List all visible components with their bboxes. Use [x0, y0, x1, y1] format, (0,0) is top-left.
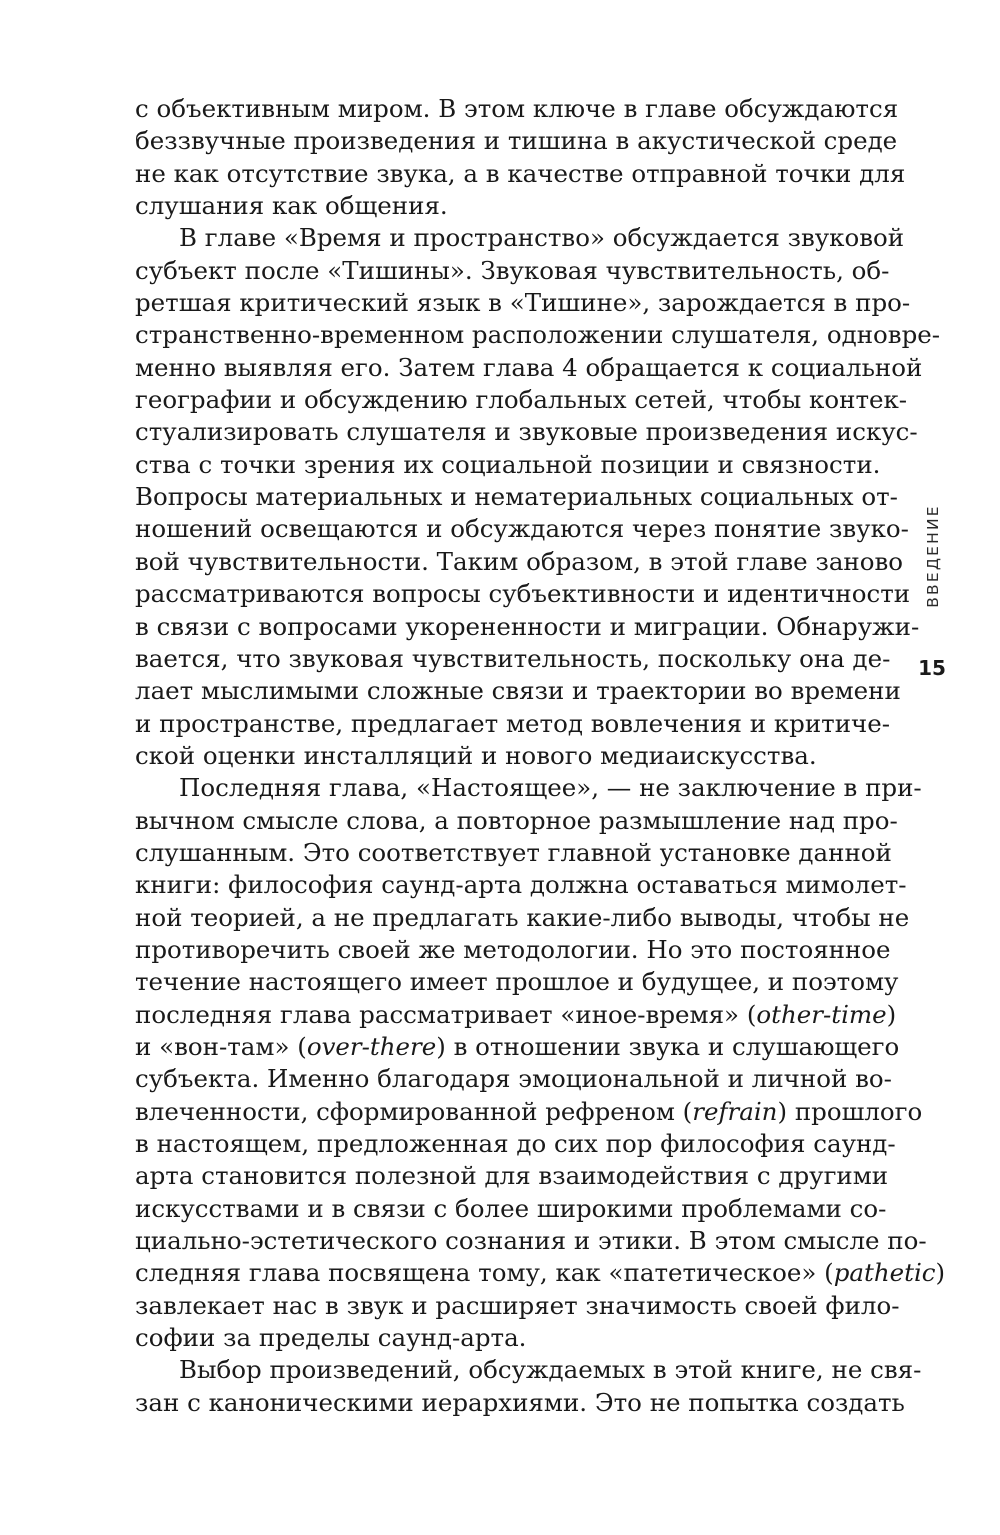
- text-line: [135, 384, 908, 416]
- text-line: [135, 93, 899, 125]
- text-line: [135, 643, 891, 675]
- text-segment: слушания как общения.: [135, 191, 448, 221]
- text-segment: в связи с вопросами укорененности и миграции. Обнаружи-: [135, 611, 920, 641]
- text-segment: ства с точки зрения их социальной позиции и связности.: [135, 449, 881, 479]
- running-head: [918, 494, 948, 618]
- text-segment: в настоящем, предложенная до сих пор философия саунд-: [135, 1129, 896, 1158]
- text-line: [135, 222, 905, 254]
- text-line: [135, 287, 911, 319]
- text-line: [135, 1096, 923, 1128]
- text-segment: менно выявляя его. Затем глава 4 обращается к социальной: [135, 352, 923, 382]
- text-line: [135, 675, 901, 707]
- text-line: [135, 1193, 887, 1225]
- text-line: [135, 546, 904, 578]
- text-segment: искусствами и в связи с более широкими проблемами со-: [135, 1193, 887, 1223]
- text-segment: противоречить своей же методологии. Но это постоянное: [135, 934, 891, 964]
- text-segment: ной теорией, а не предлагать какие-либо выводы, чтобы не: [135, 902, 910, 932]
- text-line: [135, 805, 898, 837]
- text-segment: ретшая критический язык в «Тишине», зарождается в про-: [135, 288, 911, 318]
- text-line: [135, 513, 909, 545]
- text-line: [135, 1257, 946, 1289]
- text-segment: и пространстве, предлагает метод вовлечения и критиче-: [135, 708, 891, 738]
- text-segment: В главе «Время и пространство» обсуждается звуковой: [179, 223, 905, 253]
- text-segment: Вопросы материальных и нематериальных социальных от-: [135, 482, 898, 512]
- text-segment: вается, что звуковая чувствительность, поскольку она де-: [135, 643, 891, 673]
- text-segment: лает мыслимыми сложные связи и траектории во времени: [135, 676, 901, 706]
- text-segment: софии за пределы саунд-арта.: [135, 1323, 527, 1353]
- text-line: [135, 158, 906, 190]
- text-line: [135, 1322, 860, 1354]
- text-segment: следняя глава посвящена тому, как «патетическое» (: [135, 1258, 834, 1288]
- text-segment: ской оценки инсталляций и нового медиаискусства.: [135, 740, 817, 770]
- text-segment: субъект после «Тишины». Звуковая чувствительность, об-: [135, 255, 890, 285]
- text-segment: ношений освещаются и обсуждаются через понятие звуко-: [135, 514, 909, 544]
- text-line: [135, 837, 892, 869]
- text-segment: Выбор произведений, обсуждаемых в этой книге, не свя-: [179, 1355, 922, 1385]
- text-line: [135, 611, 920, 643]
- text-line: [135, 449, 881, 481]
- text-segment: географии и обсуждению глобальных сетей, чтобы контек-: [135, 385, 908, 415]
- italic-term: refrain: [692, 1096, 778, 1126]
- text-line: [135, 578, 911, 610]
- text-segment: зан с каноническими иерархиями. Это не попытка создать: [135, 1387, 905, 1417]
- text-segment: странственно-временном расположении слушателя, одновре-: [135, 320, 941, 350]
- text-segment: ) прошлого: [777, 1096, 923, 1126]
- text-line: [135, 352, 923, 384]
- text-segment: и «вон-там» (: [135, 1031, 307, 1061]
- text-line: [135, 319, 941, 351]
- text-segment: беззвучные произведения и тишина в акустической среде: [135, 126, 898, 156]
- text-segment: рассматриваются вопросы субъективности и идентичности: [135, 579, 911, 609]
- running-head-label: ВВЕДЕНИЕ: [924, 504, 942, 608]
- italic-term: other-time: [756, 999, 887, 1029]
- text-line: [135, 1063, 892, 1095]
- text-segment: ): [886, 999, 897, 1029]
- text-line: [135, 1225, 927, 1257]
- text-segment: вычном смысле слова, а повторное размышление над про-: [135, 805, 898, 835]
- text-line: [135, 1387, 905, 1419]
- text-segment: ) в отношении звука и слушающего: [436, 1031, 900, 1061]
- text-segment: ): [935, 1258, 946, 1288]
- text-line: [135, 772, 922, 804]
- text-line: [135, 1160, 889, 1192]
- text-segment: книги: философия саунд-арта должна оставаться мимолет-: [135, 870, 907, 900]
- text-line: [135, 416, 918, 448]
- text-line: [135, 902, 910, 934]
- text-segment: последняя глава рассматривает «иное-время» (: [135, 999, 757, 1029]
- text-line: [135, 190, 860, 222]
- text-segment: не как отсутствие звука, а в качестве отправной точки для: [135, 158, 906, 188]
- text-line: [135, 481, 898, 513]
- text-line: [135, 1128, 896, 1160]
- text-segment: Последняя глава, «Настоящее», — не заключение в при-: [179, 773, 922, 803]
- italic-term: over-there: [306, 1031, 437, 1061]
- text-segment: завлекает нас в звук и расширяет значимость своей фило-: [135, 1290, 900, 1320]
- text-segment: течение настоящего имеет прошлое и будущее, и поэтому: [135, 967, 899, 997]
- italic-term: pathetic: [833, 1258, 936, 1288]
- text-line: [135, 934, 891, 966]
- text-segment: стуализировать слушателя и звуковые произведения искус-: [135, 417, 918, 447]
- text-line: [135, 999, 897, 1031]
- text-line: [135, 869, 907, 901]
- text-line: [135, 1354, 922, 1386]
- text-line: [135, 1031, 900, 1063]
- text-segment: с объективным миром. В этом ключе в главе обсуждаются: [135, 94, 899, 123]
- text-line: [135, 740, 860, 772]
- text-line: [135, 255, 890, 287]
- text-line: [135, 125, 898, 157]
- text-segment: слушанным. Это соответствует главной установке данной: [135, 837, 892, 867]
- text-segment: циально-эстетического сознания и этики. В этом смысле по-: [135, 1226, 927, 1256]
- text-line: [135, 1290, 900, 1322]
- text-segment: влеченности, сформированной рефреном (: [135, 1096, 693, 1126]
- page-number: 15: [918, 656, 946, 680]
- text-segment: субъекта. Именно благодаря эмоциональной и личной во-: [135, 1064, 892, 1094]
- text-line: [135, 966, 899, 998]
- text-segment: арта становится полезной для взаимодействия с другими: [135, 1161, 889, 1191]
- text-line: [135, 708, 891, 740]
- text-segment: вой чувствительности. Таким образом, в этой главе заново: [135, 546, 904, 576]
